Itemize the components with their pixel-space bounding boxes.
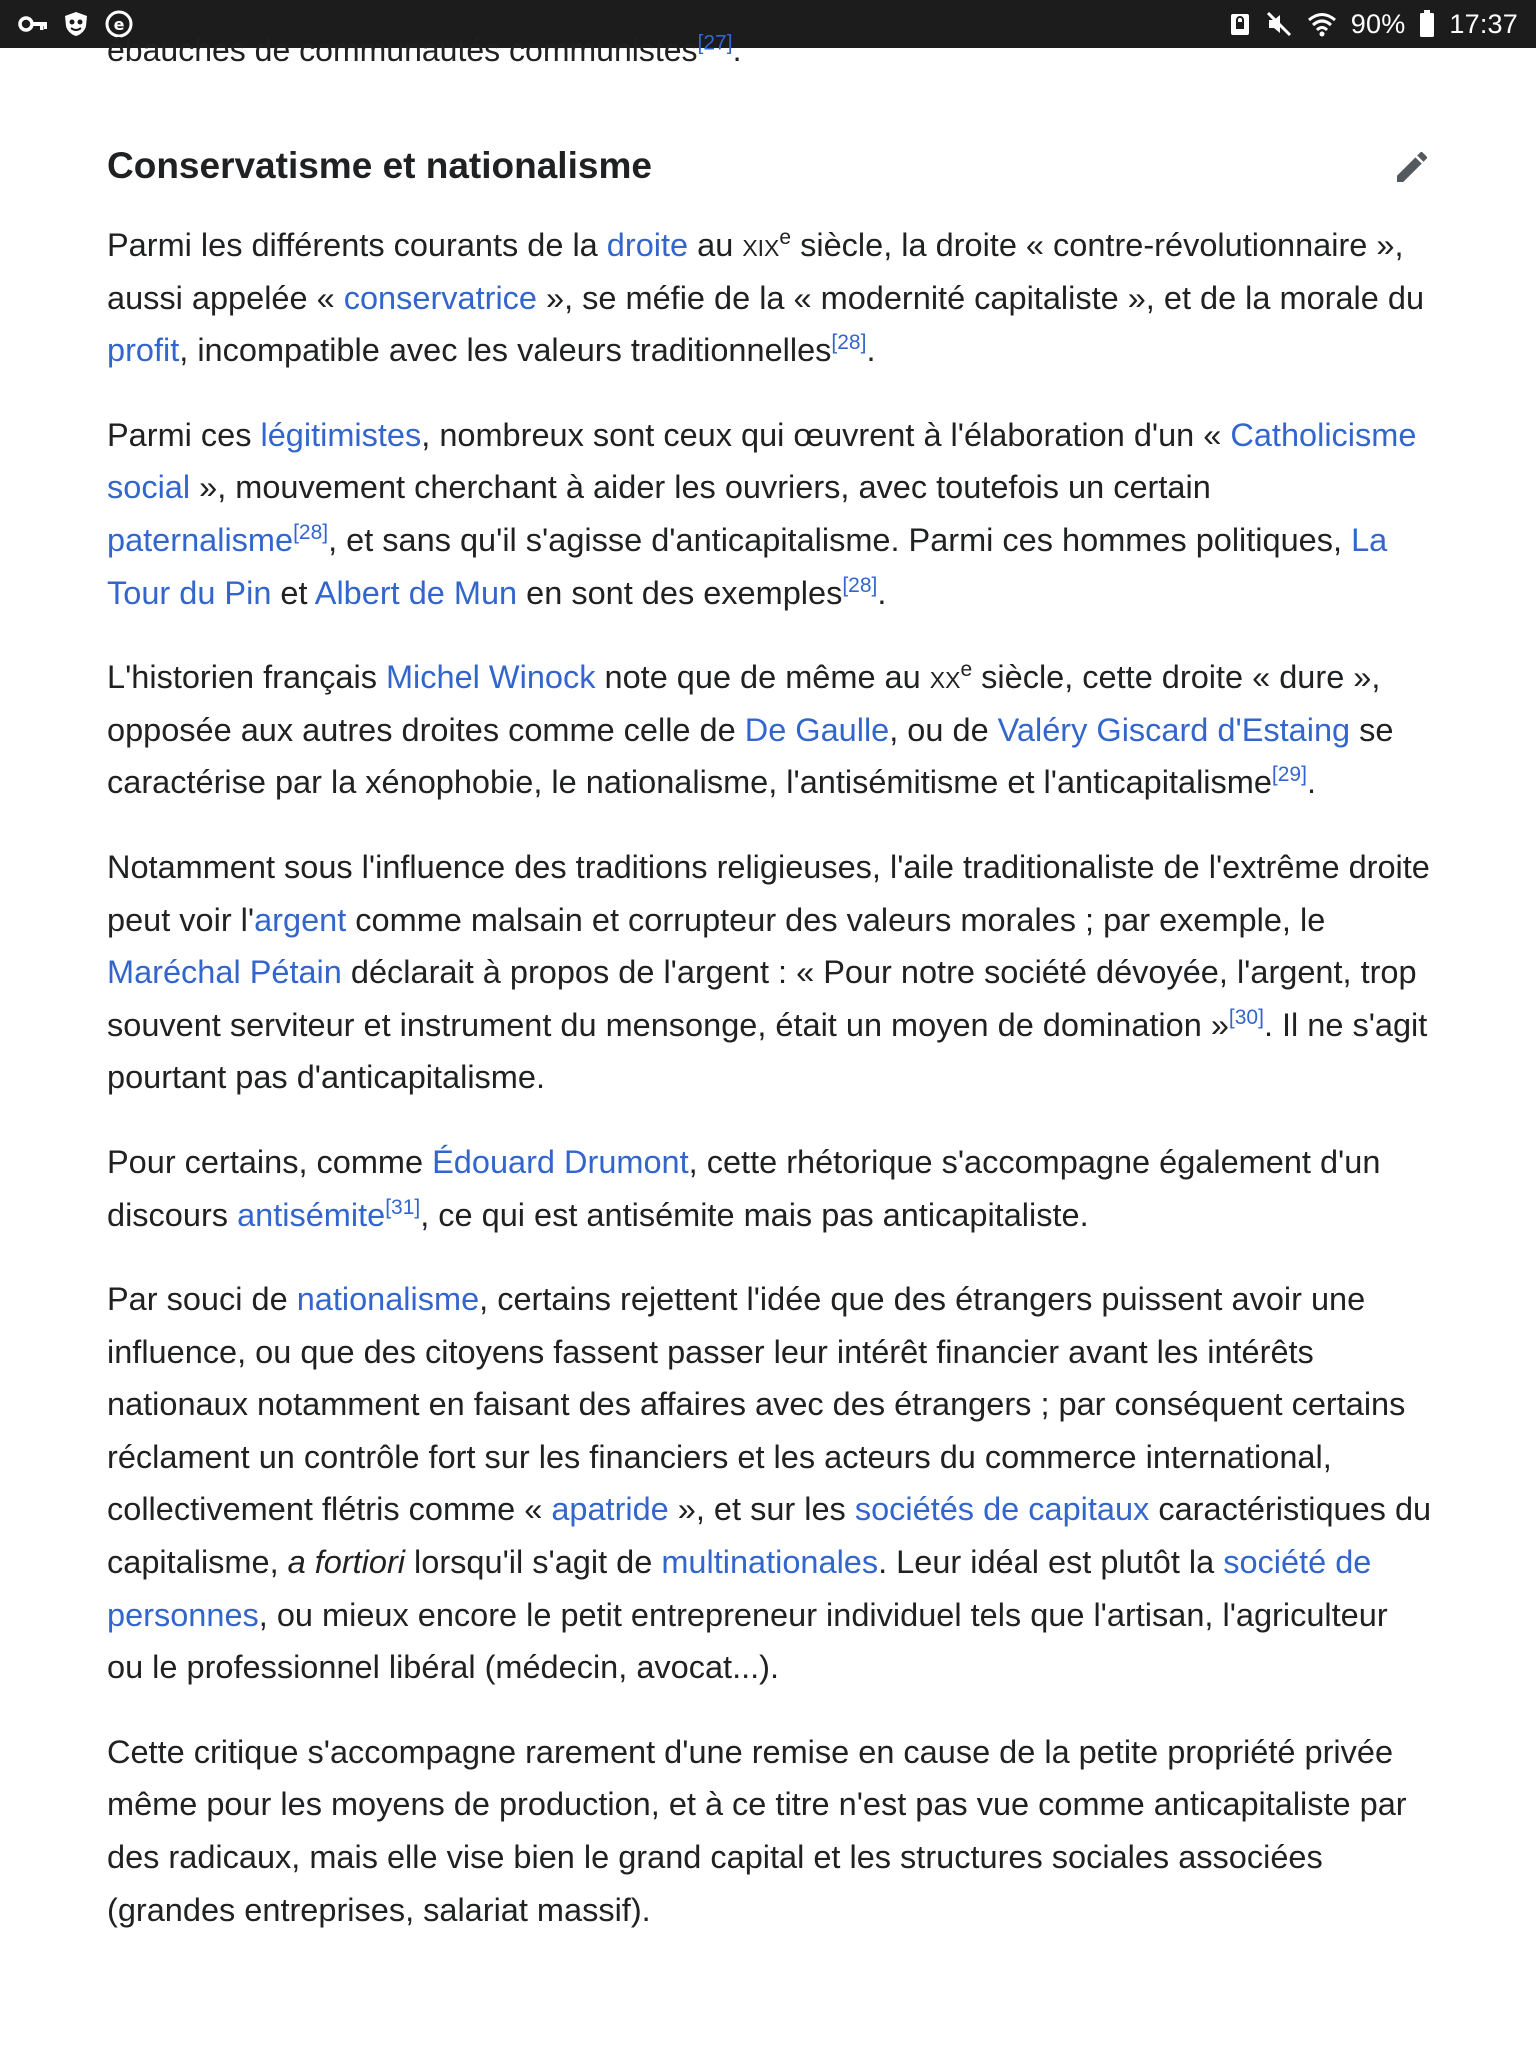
clock: 17:37 [1449, 8, 1518, 39]
link-valery-giscard-destaing[interactable]: Valéry Giscard d'Estaing [997, 711, 1351, 748]
reference-link[interactable]: [29] [1271, 763, 1307, 787]
reference-link[interactable]: [27] [697, 31, 733, 55]
paragraph-2: Parmi ces légitimistes, nombreux sont ceux qui œuvrent à l'élaboration d'un « Catholicisme social », mouvement cherchant à aider les ouvriers, avec toutefois un certain paternalisme[28], et sans qu'il s'agisse d'anticapitalisme. Parmi ces hommes politiques, La Tour du Pin et Albert de Mun en sont des exemples[28]. [107, 416, 1417, 611]
shield-icon [62, 10, 90, 38]
link-catholicisme-social[interactable]: Catholicisme social [107, 416, 1417, 506]
link-albert-de-mun[interactable]: Albert de Mun [314, 574, 518, 611]
link-societes-de-capitaux[interactable]: sociétés de capitaux [854, 1491, 1150, 1528]
reference-link[interactable]: [31] [385, 1195, 421, 1219]
link-multinationales[interactable]: multinationales [661, 1544, 879, 1581]
link-argent[interactable]: argent [254, 901, 347, 938]
link-apatride[interactable]: apatride [551, 1491, 669, 1528]
reference-link[interactable]: [28] [831, 331, 867, 355]
prev-end: . [732, 32, 742, 68]
reference-link[interactable]: [28] [842, 573, 878, 597]
battery-percent: 90% [1350, 8, 1406, 39]
paragraph-6: Par souci de nationalisme, certains rejettent l'idée que des étrangers puissent avoir une influence, ou que des citoyens fassent passer leur intérêt financier avant les intérêts nationaux notamment en faisant des affaires avec des étrangers ; par conséquent certains réclament un contrôle fort sur les financiers et les acteurs du commerce international, collectivement flétris comme « apatride », et sur les sociétés de capitaux caractéristiques du capitalisme, a fortiori lorsqu'il s'agit de multinationales. Leur idéal est plutôt la société de personnes, ou mieux encore le petit entrepreneur individuel tels que l'artisan, l'agriculteur ou le professionnel libéral (médecin, avocat...). [107, 1281, 1432, 1686]
section-title: Conservatisme et nationalisme [107, 145, 652, 186]
pencil-icon[interactable] [1390, 145, 1434, 189]
link-de-gaulle[interactable]: De Gaulle [744, 711, 890, 748]
key-icon [18, 13, 48, 35]
article-content [107, 31, 1432, 2038]
link-societe-de-personnes[interactable]: société de personnes [107, 1544, 1372, 1633]
link-profit[interactable]: profit [107, 332, 180, 369]
paragraph-5: Pour certains, comme Édouard Drumont, cette rhétorique s'accompagne également d'un discours antisémite[31], ce qui est antisémite mais pas anticapitaliste. [107, 1143, 1381, 1233]
link-conservatrice[interactable]: conservatrice [343, 279, 537, 316]
link-marechal-petain[interactable]: Maréchal Pétain [107, 954, 342, 991]
link-la-tour-du-pin[interactable]: La Tour du Pin [107, 521, 1388, 611]
link-antisemite[interactable]: antisémite [237, 1196, 386, 1233]
paragraph-3: L'historien français Michel Winock note que de même au $xx^e$ siècle, cette droite « dure », opposée aux autres droites comme celle de De Gaulle, ou de Valéry Giscard d'Estaing se caractérise par la xénophobie, le nationalisme, l'antisémitisme et l'anticapitalisme[29]. [107, 658, 1394, 801]
link-edouard-drumont[interactable]: Édouard Drumont [432, 1143, 689, 1180]
previous-paragraph-end [107, 24, 1432, 76]
section-header [107, 131, 1432, 201]
link-nationalisme[interactable]: nationalisme [296, 1281, 480, 1318]
prev-text: ébauches de communautés communistes [107, 32, 698, 68]
link-droite[interactable]: droite [606, 227, 689, 263]
reference-link[interactable]: [28] [293, 521, 329, 545]
link-paternalisme[interactable]: paternalisme [107, 521, 294, 558]
link-legitimistes[interactable]: légitimistes [260, 416, 422, 453]
paragraph-4: Notamment sous l'influence des traditions religieuses, l'aile traditionaliste de l'extrême droite peut voir l'argent comme malsain et corrupteur des valeurs morales ; par exemple, le Maréchal Pétain déclarait à propos de l'argent : « Pour notre société dévoyée, l'argent, trop souvent serviteur et instrument du mensonge, était un moyen de domination »[30]. Il ne s'agit pourtant pas d'anticapitalisme. [107, 848, 1430, 1096]
svg-text:e: e [113, 15, 125, 34]
paragraph-7: Cette critique s'accompagne rarement d'une remise en cause de la petite propriété privée même pour les moyens de production, et à ce titre n'est pas vue comme anticapitaliste par des radicaux, mais elle vise bien le grand capital et les structures sociales associées (grandes entreprises, salariat massif). [107, 1733, 1407, 1928]
reference-link[interactable]: [30] [1228, 1005, 1264, 1029]
link-michel-winock[interactable]: Michel Winock [385, 659, 596, 696]
paragraph-1: Parmi les différents courants de la droite au xix$^e$ siècle, la droite « contre-révolutionnaire », aussi appelée « conservatrice », se méfie de la « modernité capitaliste », et de la morale du profit, incompatible avec les valeurs traditionnelles[28]. [107, 226, 1425, 369]
